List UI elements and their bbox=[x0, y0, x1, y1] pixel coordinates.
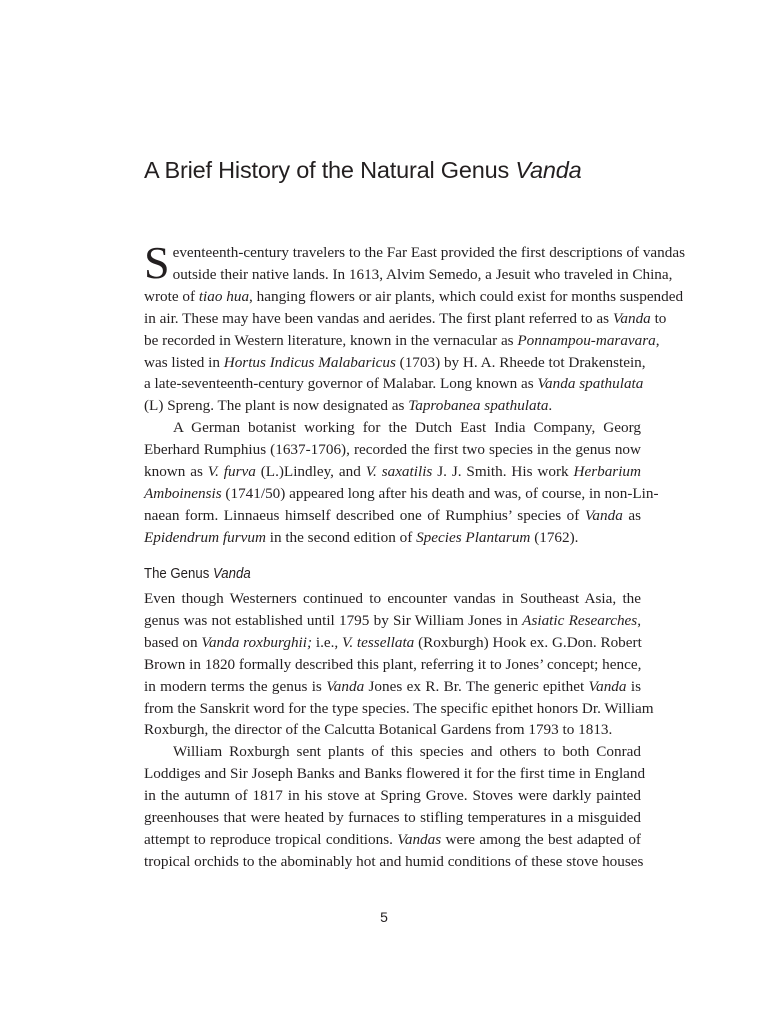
italic-run: V. saxatilis bbox=[365, 463, 433, 481]
text-line bbox=[144, 505, 641, 527]
text-run: Roxburgh, the director of the Calcutta Botanical Gardens from 1793 to 1813. bbox=[144, 721, 613, 739]
text-line bbox=[144, 330, 660, 352]
italic-run: Vanda bbox=[326, 677, 365, 695]
text-run: from the Sanskrit word for the type species. The specific epithet honors Dr. William bbox=[144, 699, 654, 717]
text-line bbox=[144, 829, 641, 851]
text-line bbox=[144, 483, 659, 505]
text-run: was listed in bbox=[144, 353, 224, 371]
text-run: (L) Spreng. The plant is now designated as bbox=[144, 397, 409, 415]
text-run: A German botanist working for the Dutch East India Company, Georg bbox=[173, 419, 641, 437]
text-line bbox=[144, 286, 684, 308]
text-line bbox=[144, 719, 641, 741]
text-run: , bbox=[637, 611, 641, 629]
text-run: naean form. Linnaeus himself described one of Rumphius’ species of bbox=[144, 506, 585, 524]
text-run: were among the best adapted of bbox=[441, 830, 641, 848]
text-run: in modern terms the genus is bbox=[144, 677, 327, 695]
chapter-title-text: A Brief History of the Natural Genus bbox=[144, 157, 516, 183]
text-line bbox=[144, 785, 641, 807]
section-heading-genus: Vanda bbox=[212, 565, 251, 582]
text-line bbox=[144, 654, 641, 676]
italic-run: Vanda bbox=[588, 677, 627, 695]
text-run: (1703) by H. A. Rheede tot Drakenstein, bbox=[395, 353, 646, 371]
text-run: (L.)Lindley, and bbox=[255, 463, 366, 481]
text-run: Jones ex R. Br. The generic epithet bbox=[364, 677, 589, 695]
text-run: outside their native lands. In 1613, Alvim Semedo, a Jesuit who traveled in China, bbox=[172, 265, 673, 283]
italic-run: Vanda roxburghii; bbox=[201, 633, 313, 651]
text-run: as bbox=[622, 506, 641, 524]
text-line bbox=[144, 632, 641, 654]
text-run: , hanging flowers or air plants, which could exist for months suspended bbox=[249, 287, 684, 305]
section-heading bbox=[144, 565, 251, 582]
text-run: in air. These may have been vandas and aerides. The first plant referred to as bbox=[144, 309, 613, 327]
italic-run: Vanda bbox=[612, 309, 651, 327]
text-line bbox=[144, 264, 673, 286]
text-run: is bbox=[626, 677, 641, 695]
italic-run: Epidendrum furvum bbox=[144, 528, 266, 546]
paragraph-3 bbox=[144, 588, 654, 741]
text-line bbox=[144, 763, 646, 785]
italic-run: Amboinensis bbox=[144, 484, 222, 502]
text-line bbox=[144, 527, 641, 549]
page-number: 5 bbox=[380, 909, 388, 925]
text-run: i.e., bbox=[312, 633, 342, 651]
section-heading-text: The Genus bbox=[144, 565, 213, 582]
text-run: J. J. Smith. His work bbox=[432, 463, 574, 481]
paragraph-1 bbox=[144, 237, 686, 417]
text-run: a late-seventeenth-century governor of Malabar. Long known as bbox=[144, 375, 538, 393]
text-run: wrote of bbox=[144, 287, 199, 305]
chapter-title-genus: Vanda bbox=[515, 157, 582, 183]
text-line bbox=[144, 373, 644, 395]
text-line bbox=[144, 439, 641, 461]
text-run: attempt to reproduce tropical conditions. bbox=[144, 830, 398, 848]
italic-run: Vanda bbox=[584, 506, 623, 524]
italic-run: V. furva bbox=[207, 463, 256, 481]
text-run: in the autumn of 1817 in his stove at Spring Grove. Stoves were darkly painted bbox=[144, 787, 641, 805]
text-run: to bbox=[650, 309, 667, 327]
text-run: eventeenth-century travelers to the Far East provided the first descriptions of vandas bbox=[172, 244, 686, 261]
section-2-body bbox=[144, 588, 654, 873]
italic-run: Vandas bbox=[397, 830, 442, 848]
text-line bbox=[144, 698, 654, 720]
section-1-body bbox=[144, 237, 686, 549]
text-line bbox=[144, 676, 641, 698]
italic-run: Asiatic Researches bbox=[522, 611, 638, 629]
text-line bbox=[144, 851, 644, 873]
text-run: (1762). bbox=[530, 528, 579, 546]
text-line bbox=[144, 807, 641, 829]
italic-run: Hortus Indicus Malabaricus bbox=[223, 353, 396, 371]
chapter-title bbox=[144, 157, 581, 184]
text-run: tropical orchids to the abominably hot and humid conditions of these stove houses bbox=[144, 852, 644, 870]
text-line bbox=[144, 461, 641, 483]
text-run: in the second edition of bbox=[265, 528, 417, 546]
text-run: be recorded in Western literature, known in the vernacular as bbox=[144, 331, 518, 349]
text-run: greenhouses that were heated by furnaces to stifling temperatures in a misguided bbox=[144, 809, 641, 827]
text-run: known as bbox=[144, 463, 208, 481]
text-run: William Roxburgh sent plants of this species and others to both Conrad bbox=[173, 743, 641, 761]
italic-run: Species Plantarum bbox=[416, 528, 531, 546]
text-line bbox=[144, 242, 686, 264]
text-line bbox=[144, 610, 641, 632]
drop-cap: S bbox=[144, 237, 170, 288]
text-run: . bbox=[548, 397, 553, 415]
text-run: genus was not established until 1795 by Sir William Jones in bbox=[144, 611, 523, 629]
paragraph-2 bbox=[144, 417, 659, 548]
text-line bbox=[144, 395, 641, 417]
text-line bbox=[144, 741, 641, 763]
text-line bbox=[144, 308, 667, 330]
paragraph-4 bbox=[144, 741, 646, 872]
text-run: Brown in 1820 formally described this plant, referring it to Jones’ concept; hence, bbox=[144, 655, 642, 673]
italic-run: tiao hua bbox=[198, 287, 250, 305]
italic-run: Vanda spathulata bbox=[537, 375, 644, 393]
text-line bbox=[144, 352, 646, 374]
text-run: (Roxburgh) Hook ex. G.Don. Robert bbox=[414, 633, 642, 651]
text-line bbox=[144, 417, 641, 439]
text-line bbox=[144, 588, 641, 610]
text-run: Eberhard Rumphius (1637-1706), recorded the first two species in the genus now bbox=[144, 441, 641, 459]
italic-run: Herbarium bbox=[573, 463, 641, 481]
italic-run: Taprobanea spathulata bbox=[408, 397, 549, 415]
italic-run: Ponnampou-maravara bbox=[517, 331, 656, 349]
text-run: (1741/50) appeared long after his death and was, of course, in non-Lin- bbox=[221, 484, 659, 502]
text-run: based on bbox=[144, 633, 202, 651]
text-run: Loddiges and Sir Joseph Banks and Banks flowered it for the first time in England bbox=[144, 765, 646, 783]
text-run: Even though Westerners continued to encounter vandas in Southeast Asia, the bbox=[144, 590, 641, 607]
text-run: , bbox=[655, 331, 660, 349]
italic-run: V. tessellata bbox=[342, 633, 415, 651]
